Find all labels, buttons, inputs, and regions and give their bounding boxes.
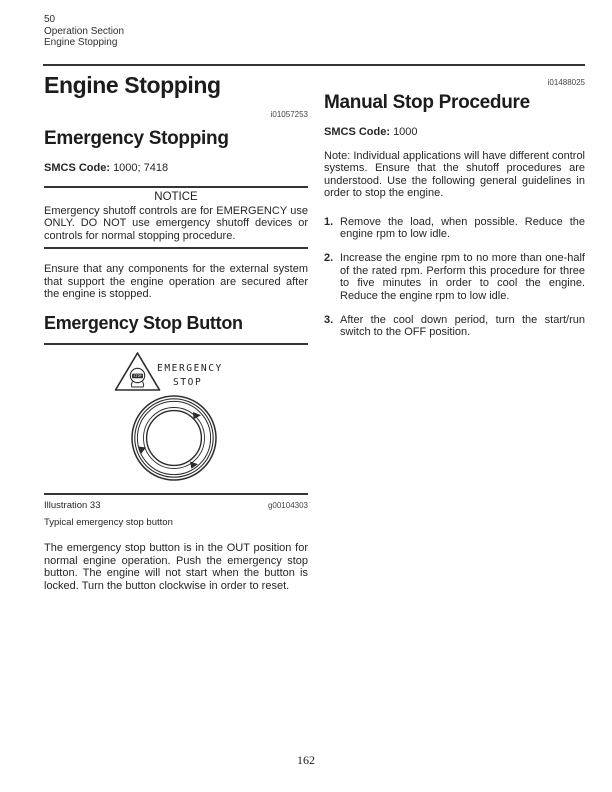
smcs-label-right: SMCS Code: — [324, 126, 390, 138]
warning-triangle-icon — [116, 353, 160, 390]
sign-text-stop: STOP — [173, 377, 203, 389]
step-1-text: Remove the load, when possible. Reduce the engine rpm to low idle. — [340, 215, 585, 241]
page-title: Engine Stopping — [44, 72, 221, 98]
step-1 — [324, 216, 585, 241]
page-header — [44, 14, 124, 49]
smcs-line-right — [324, 126, 585, 139]
step-3-number: 3. — [324, 314, 334, 327]
stop-button-icon-label: STOP — [133, 374, 142, 379]
smcs-line-left — [44, 162, 308, 175]
doc-code-left: i01057253 — [270, 110, 308, 119]
paragraph-stop-button-operation: The emergency stop button is in the OUT position for normal engine operation. Push the emergency stop button. The engine will not start when the button is locked. Turn the button clockwise in order to reset. — [44, 542, 308, 592]
header-section: Operation Section — [44, 25, 125, 37]
step-3-text: After the cool down period, turn the start/run switch to the OFF position. — [340, 314, 585, 339]
illustration-label: Illustration 33 — [44, 500, 101, 512]
paragraph-external-system: Ensure that any components for the external system that support the engine operation are secured after the engine is stopped. — [44, 263, 308, 301]
smcs-value-right: 1000 — [393, 126, 418, 138]
header-divider — [43, 64, 585, 66]
sign-text-emergency: EMERGENCY — [157, 363, 223, 375]
step-2 — [324, 252, 585, 302]
footer-page-number: 162 — [297, 753, 315, 767]
header-chapter: Engine Stopping — [44, 37, 118, 48]
notice-box — [44, 186, 308, 249]
stop-button-icon — [130, 369, 144, 388]
note-paragraph: Note: Individual applications will have different control systems. Ensure that the shutoff procedures are understood. Use the following general guidelines in order to stop the engine. — [324, 150, 585, 200]
right-column — [324, 78, 585, 351]
procedure-steps — [324, 216, 585, 339]
subsection-heading-emergency-stop-button: Emergency Stop Button — [44, 313, 243, 334]
section-heading-emergency-stopping: Emergency Stopping — [44, 128, 229, 149]
doc-code-right: i01488025 — [547, 78, 585, 87]
stop-button-drawing — [132, 396, 216, 480]
emergency-stop-illustration — [44, 345, 308, 493]
illustration-meta — [44, 500, 308, 511]
rotation-arrow-icons — [139, 412, 202, 469]
notice-title: NOTICE — [154, 191, 198, 203]
smcs-value: 1000; 7418 — [113, 162, 169, 174]
illustration-caption: Typical emergency stop button — [44, 517, 173, 529]
smcs-label: SMCS Code: — [44, 162, 110, 174]
step-1-number: 1. — [324, 215, 334, 228]
step-2-number: 2. — [324, 252, 334, 265]
header-page-number: 50 — [44, 14, 56, 25]
illustration-code: g00104303 — [267, 501, 308, 511]
step-3 — [324, 314, 585, 339]
left-column — [44, 110, 308, 605]
notice-body: Emergency shutoff controls are for EMERGENCY use ONLY. DO NOT use emergency shutoff devices or controls for normal stopping procedure. — [44, 205, 308, 242]
rotation-arrow-icon-bottom — [190, 462, 198, 469]
section-heading-manual-stop-procedure: Manual Stop Procedure — [324, 92, 530, 113]
illustration-figure — [44, 343, 308, 495]
step-2-text: Increase the engine rpm to no more than one-half of the rated rpm. Perform this procedure for three to five minutes in order to cool the engine. Reduce the engine rpm to low idle. — [340, 252, 585, 302]
